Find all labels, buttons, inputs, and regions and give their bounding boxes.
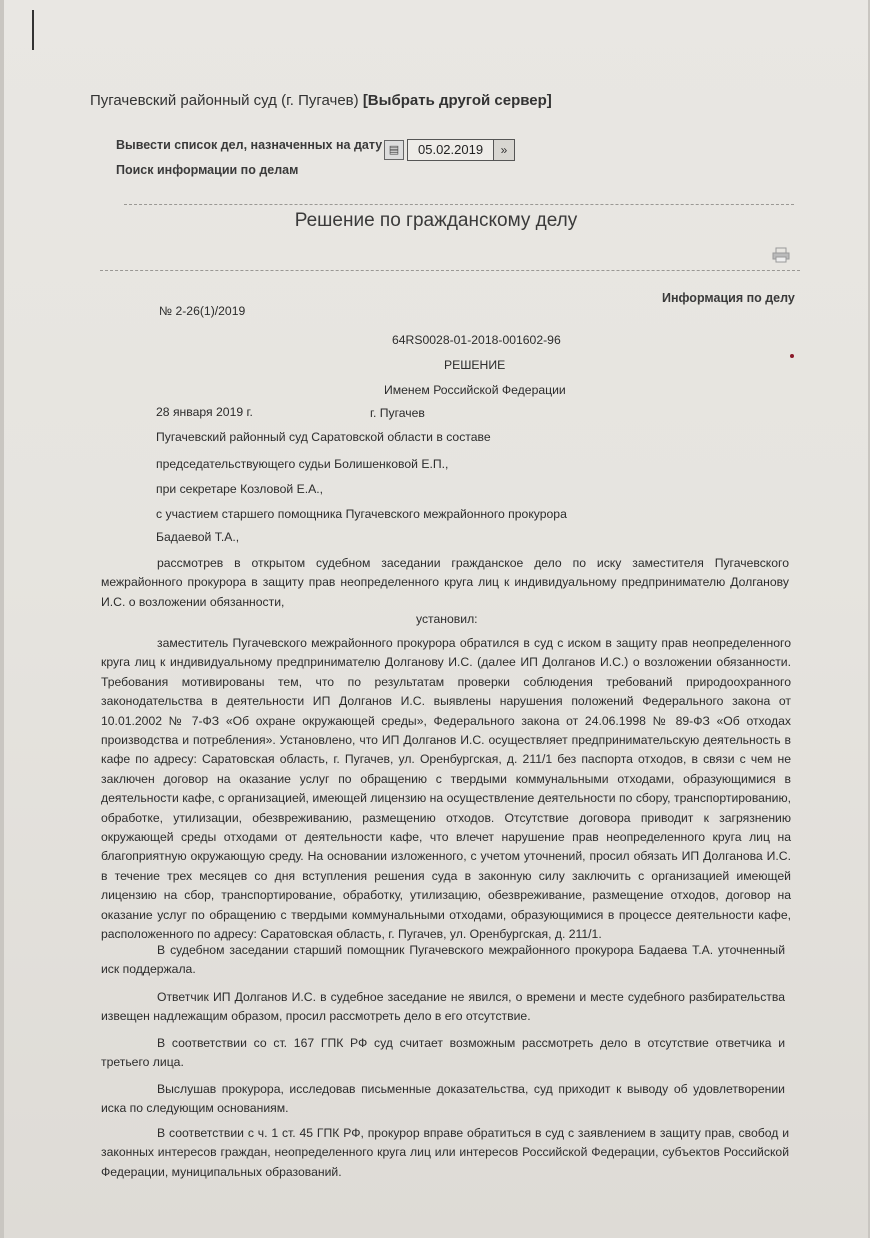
paragraph-heard: Выслушав прокурора, исследовав письменные доказательства, суд приходит к выводу об удовлетворении иска по следующим основаниям. xyxy=(101,1082,785,1116)
margin-mark xyxy=(32,10,34,50)
prosecutor-line: с участием старшего помощника Пугачевского межрайонного прокурора xyxy=(156,507,567,521)
paragraph-article-167: В соответствии со ст. 167 ГПК РФ суд считает возможным рассмотреть дело в отсутствие ответчика и третьего лица. xyxy=(101,1036,785,1070)
decision-city: г. Пугачев xyxy=(370,406,425,420)
page-title: Решение по гражданскому делу xyxy=(294,210,578,231)
divider xyxy=(100,270,800,271)
in-name-line: Именем Российской Федерации xyxy=(384,383,566,397)
document-page xyxy=(4,0,868,1238)
ink-mark xyxy=(790,354,794,358)
case-number: № 2-26(1)/2019 xyxy=(159,304,246,318)
go-arrow-icon[interactable]: » xyxy=(493,139,515,161)
divider xyxy=(124,204,794,205)
print-icon[interactable] xyxy=(772,247,790,261)
court-header xyxy=(90,92,552,109)
paragraph-considered: рассмотрев в открытом судебном заседании гражданское дело по иску заместителя Пугачевского межрайонного прокурора в защиту прав неопределенного круга лиц к индивидуальному предпринимателю Долганову И.С. о возложении обязанности, xyxy=(101,556,789,609)
secretary-line: при секретаре Козловой Е.А., xyxy=(156,482,324,496)
case-uid: 64RS0028-01-2018-001602-96 xyxy=(392,333,561,347)
paragraph-defendant: Ответчик ИП Долганов И.С. в судебное заседание не явился, о времени и месте судебного разбирательства извещен надлежащим образом, просил рассмотреть дело в его отсутствие. xyxy=(101,990,785,1024)
change-server-link[interactable]: [Выбрать другой сервер] xyxy=(362,92,552,109)
established-heading: установил: xyxy=(416,612,478,626)
calendar-icon[interactable]: ▤ xyxy=(384,140,404,160)
judge-line: председательствующего судьи Болишенковой Е.П., xyxy=(156,457,449,471)
prosecutor-name: Бадаевой Т.А., xyxy=(156,530,240,544)
paragraph-article-45: В соответствии с ч. 1 ст. 45 ГПК РФ, прокурор вправе обратиться в суд с заявлением в защиту прав, свобод и законных интересов граждан, неопределенного круга лиц или интересов Российской Федерации, субъектов Российской Федерации, муниципальных образований. xyxy=(101,1126,789,1179)
decision-heading: РЕШЕНИЕ xyxy=(444,358,506,372)
court-name: Пугачевский районный суд (г. Пугачев) xyxy=(90,92,359,109)
paragraph-main: заместитель Пугачевского межрайонного прокурора обратился в суд с иском в защиту прав неопределенного круга лиц к индивидуальному предпринимателю Долганову И.С. (далее ИП Долганов И.С.) о возложении обязанности. Требования мотивированы тем, что по результатам проверки соблюдения требований природоохранного законодательства в деятельности ИП Долганов И.С. выявлены нарушения положений Федерального закона от 10.01.2002 № 7-ФЗ «Об охране окружающей среды», Федерального закона от 24.06.1998 № 89-ФЗ «Об отходах производства и потребления». Установлено, что ИП Долганов И.С. осуществляет предпринимательскую деятельность в кафе по адресу: Саратовская область, г. Пугачев, ул. Оренбургская, д. 211/1 без паспорта отходов, в связи с чем не заключен договор на оказание услуг по обращению с твердыми коммунальными отходами, образующимися в деятельности кафе, с организацией, имеющей лицензию на осуществление деятельности по сбору, транспортированию, обработке, утилизации, обезвреживанию, размещению отходов. Отсутствие договора приводит к загрязнению окружающей среды отходами от деятельности кафе, что влечет нарушение прав неопределенного круга лиц на благоприятную окружающую среду. На основании изложенного, с учетом уточнений, просил обязать ИП Долганова И.С. в течение трех месяцев со дня вступления решения суда в законную силу заключить с организацией имеющей лицензию на сбор, транспортирование, обработку, утилизацию, обезвреживание, размещение отходов, договор на оказание услуг по обращению с твердыми коммунальными отходами, образующимися в процессе деятельности кафе, расположенного по адресу: Саратовская область, г. Пугачев, ул. Оренбургская, д. 211/1. xyxy=(101,636,791,942)
date-filter-label: Вывести список дел, назначенных на дату xyxy=(116,138,383,152)
court-composition: Пугачевский районный суд Саратовской области в составе xyxy=(156,430,491,444)
search-link[interactable]: Поиск информации по делам xyxy=(116,163,299,177)
date-input[interactable]: 05.02.2019 xyxy=(407,139,503,161)
case-info-link[interactable]: Информация по делу xyxy=(662,291,795,305)
paragraph-hearing: В судебном заседании старший помощник Пугачевского межрайонного прокурора Бадаева Т.А. уточненный иск поддержала. xyxy=(101,943,785,977)
decision-date: 28 января 2019 г. xyxy=(156,405,253,419)
